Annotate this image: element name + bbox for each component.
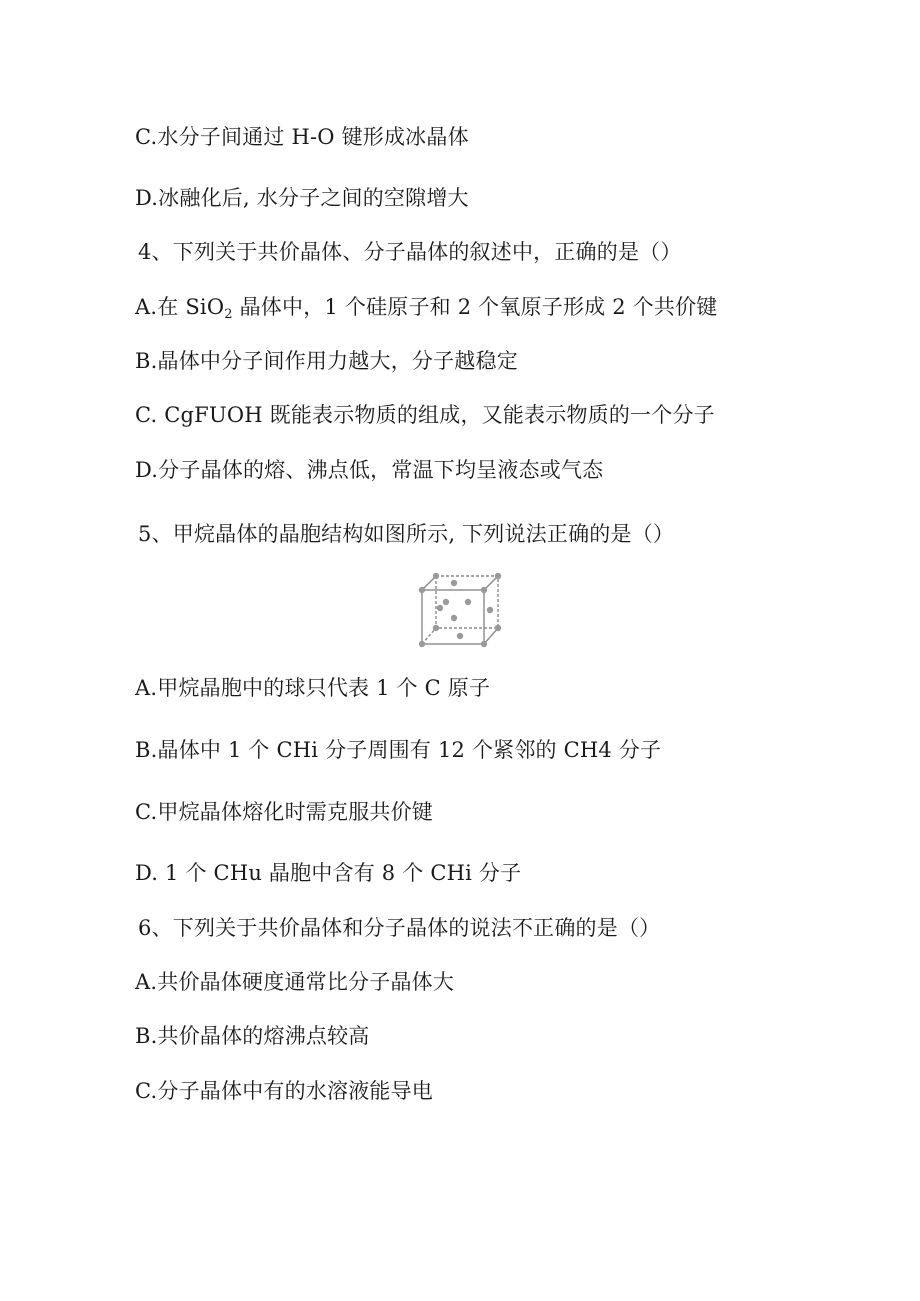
option-d-q3: D.冰融化后, 水分子之间的空隙增大 (135, 186, 469, 210)
question-6: 6、下列关于共价晶体和分子晶体的说法不正确的是（） (138, 916, 661, 940)
crystal-cell-diagram-icon (418, 572, 504, 648)
question-4: 4、下列关于共价晶体、分子晶体的叙述中，正确的是（） (138, 240, 682, 264)
option-c-q4: C. CgFUOH 既能表示物质的组成，又能表示物质的一个分子 (135, 403, 715, 427)
question-5: 5、甲烷晶体的晶胞结构如图所示, 下列说法正确的是（） (138, 522, 675, 546)
option-a-q4-sub: 2 (224, 307, 233, 322)
option-c-q6: C.分子晶体中有的水溶液能导电 (135, 1079, 433, 1103)
option-a-q4-post: 晶体中，1 个硅原子和 2 个氧原子形成 2 个共价键 (232, 295, 718, 319)
option-b-q5: B.晶体中 1 个 CHi 分子周围有 12 个紧邻的 CH4 分子 (135, 738, 662, 762)
option-b-q4: B.晶体中分子间作用力越大，分子越稳定 (135, 349, 518, 373)
option-c-q3: C.水分子间通过 H-O 键形成冰晶体 (135, 125, 469, 149)
option-d-q5: D. 1 个 CHu 晶胞中含有 8 个 CHi 分子 (135, 861, 522, 885)
option-a-q6: A.共价晶体硬度通常比分子晶体大 (135, 970, 455, 994)
option-d-q4: D.分子晶体的熔、沸点低，常温下均呈液态或气态 (135, 458, 604, 482)
option-c-q5: C.甲烷晶体熔化时需克服共价键 (135, 800, 433, 824)
option-b-q6: B.共价晶体的熔沸点较高 (135, 1024, 370, 1048)
option-a-q5: A.甲烷晶胞中的球只代表 1 个 C 原子 (135, 676, 491, 700)
option-a-q4 (135, 292, 717, 322)
option-a-q4-pre: A.在 SiO (135, 295, 225, 319)
